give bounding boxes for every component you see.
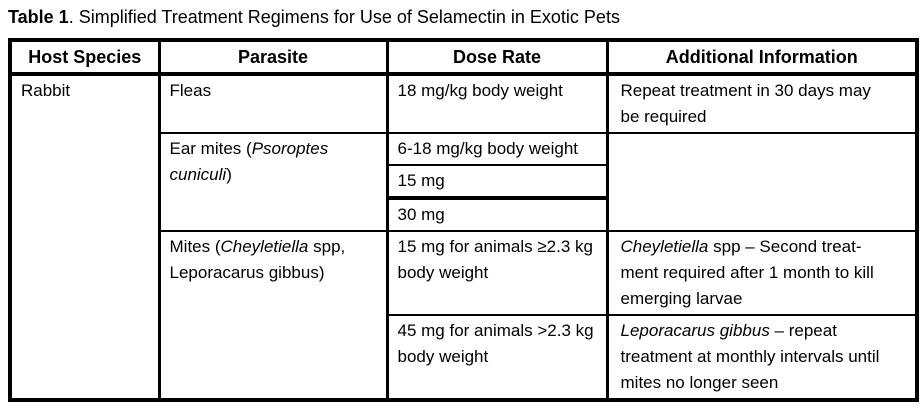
table-caption-title: Simplified Treatment Regimens for Use of Selamectin in Exotic Pets [78,7,620,27]
additional-mites-small-species: Cheyletiella [620,237,709,256]
cell-dose-ear-mites-3: 30 mg [387,198,607,231]
parasite-ear-mites-suffix: ) [226,165,232,184]
cell-additional-mites-small [607,231,917,315]
cell-additional-mites-large [607,315,917,400]
header-additional-information: Additional Information [607,40,917,74]
cell-host-species-rabbit: Rabbit [10,74,159,400]
table-caption-separator: . [68,7,79,27]
parasite-mites-prefix: Mites ( [169,237,221,256]
cell-additional-fleas: Repeat treatment in 30 days may be required [607,74,917,133]
cell-dose-mites-small: 15 mg for animals ≥2.3 kg body weight [387,231,607,315]
parasite-mites-species: Cheyletiella [220,237,309,256]
cell-additional-ear-mites-empty [607,133,917,231]
additional-mites-large-text: – repeat treatment at monthly intervals until mites no longer seen [620,321,880,392]
cell-dose-ear-mites-2: 15 mg [387,165,607,198]
cell-dose-fleas: 18 mg/kg body weight [387,74,607,133]
cell-parasite-ear-mites [159,133,387,231]
additional-mites-large-species: Leporacarus gibbus [620,321,770,340]
header-row [10,40,917,74]
additional-mites-small-text: spp – Second treatment required after 1 month to kill emerging larvae [620,237,874,308]
parasite-ear-mites-species: Psoroptes cuniculi [169,139,329,184]
cell-parasite-mites [159,231,387,400]
table-caption [8,6,915,28]
cell-parasite-fleas: Fleas [159,74,387,133]
table-caption-number: Table 1 [8,7,69,27]
table-row-fleas [10,74,917,133]
header-dose-rate: Dose Rate [387,40,607,74]
parasite-mites-suffix: spp, Leporacarus gibbus) [169,237,346,282]
parasite-ear-mites-prefix: Ear mites ( [169,139,252,158]
header-host-species: Host Species [10,40,159,74]
header-parasite: Parasite [159,40,387,74]
cell-dose-ear-mites-1: 6-18 mg/kg body weight [387,133,607,165]
treatment-regimens-table [8,38,919,402]
cell-dose-mites-large: 45 mg for animals >2.3 kg body weight [387,315,607,400]
